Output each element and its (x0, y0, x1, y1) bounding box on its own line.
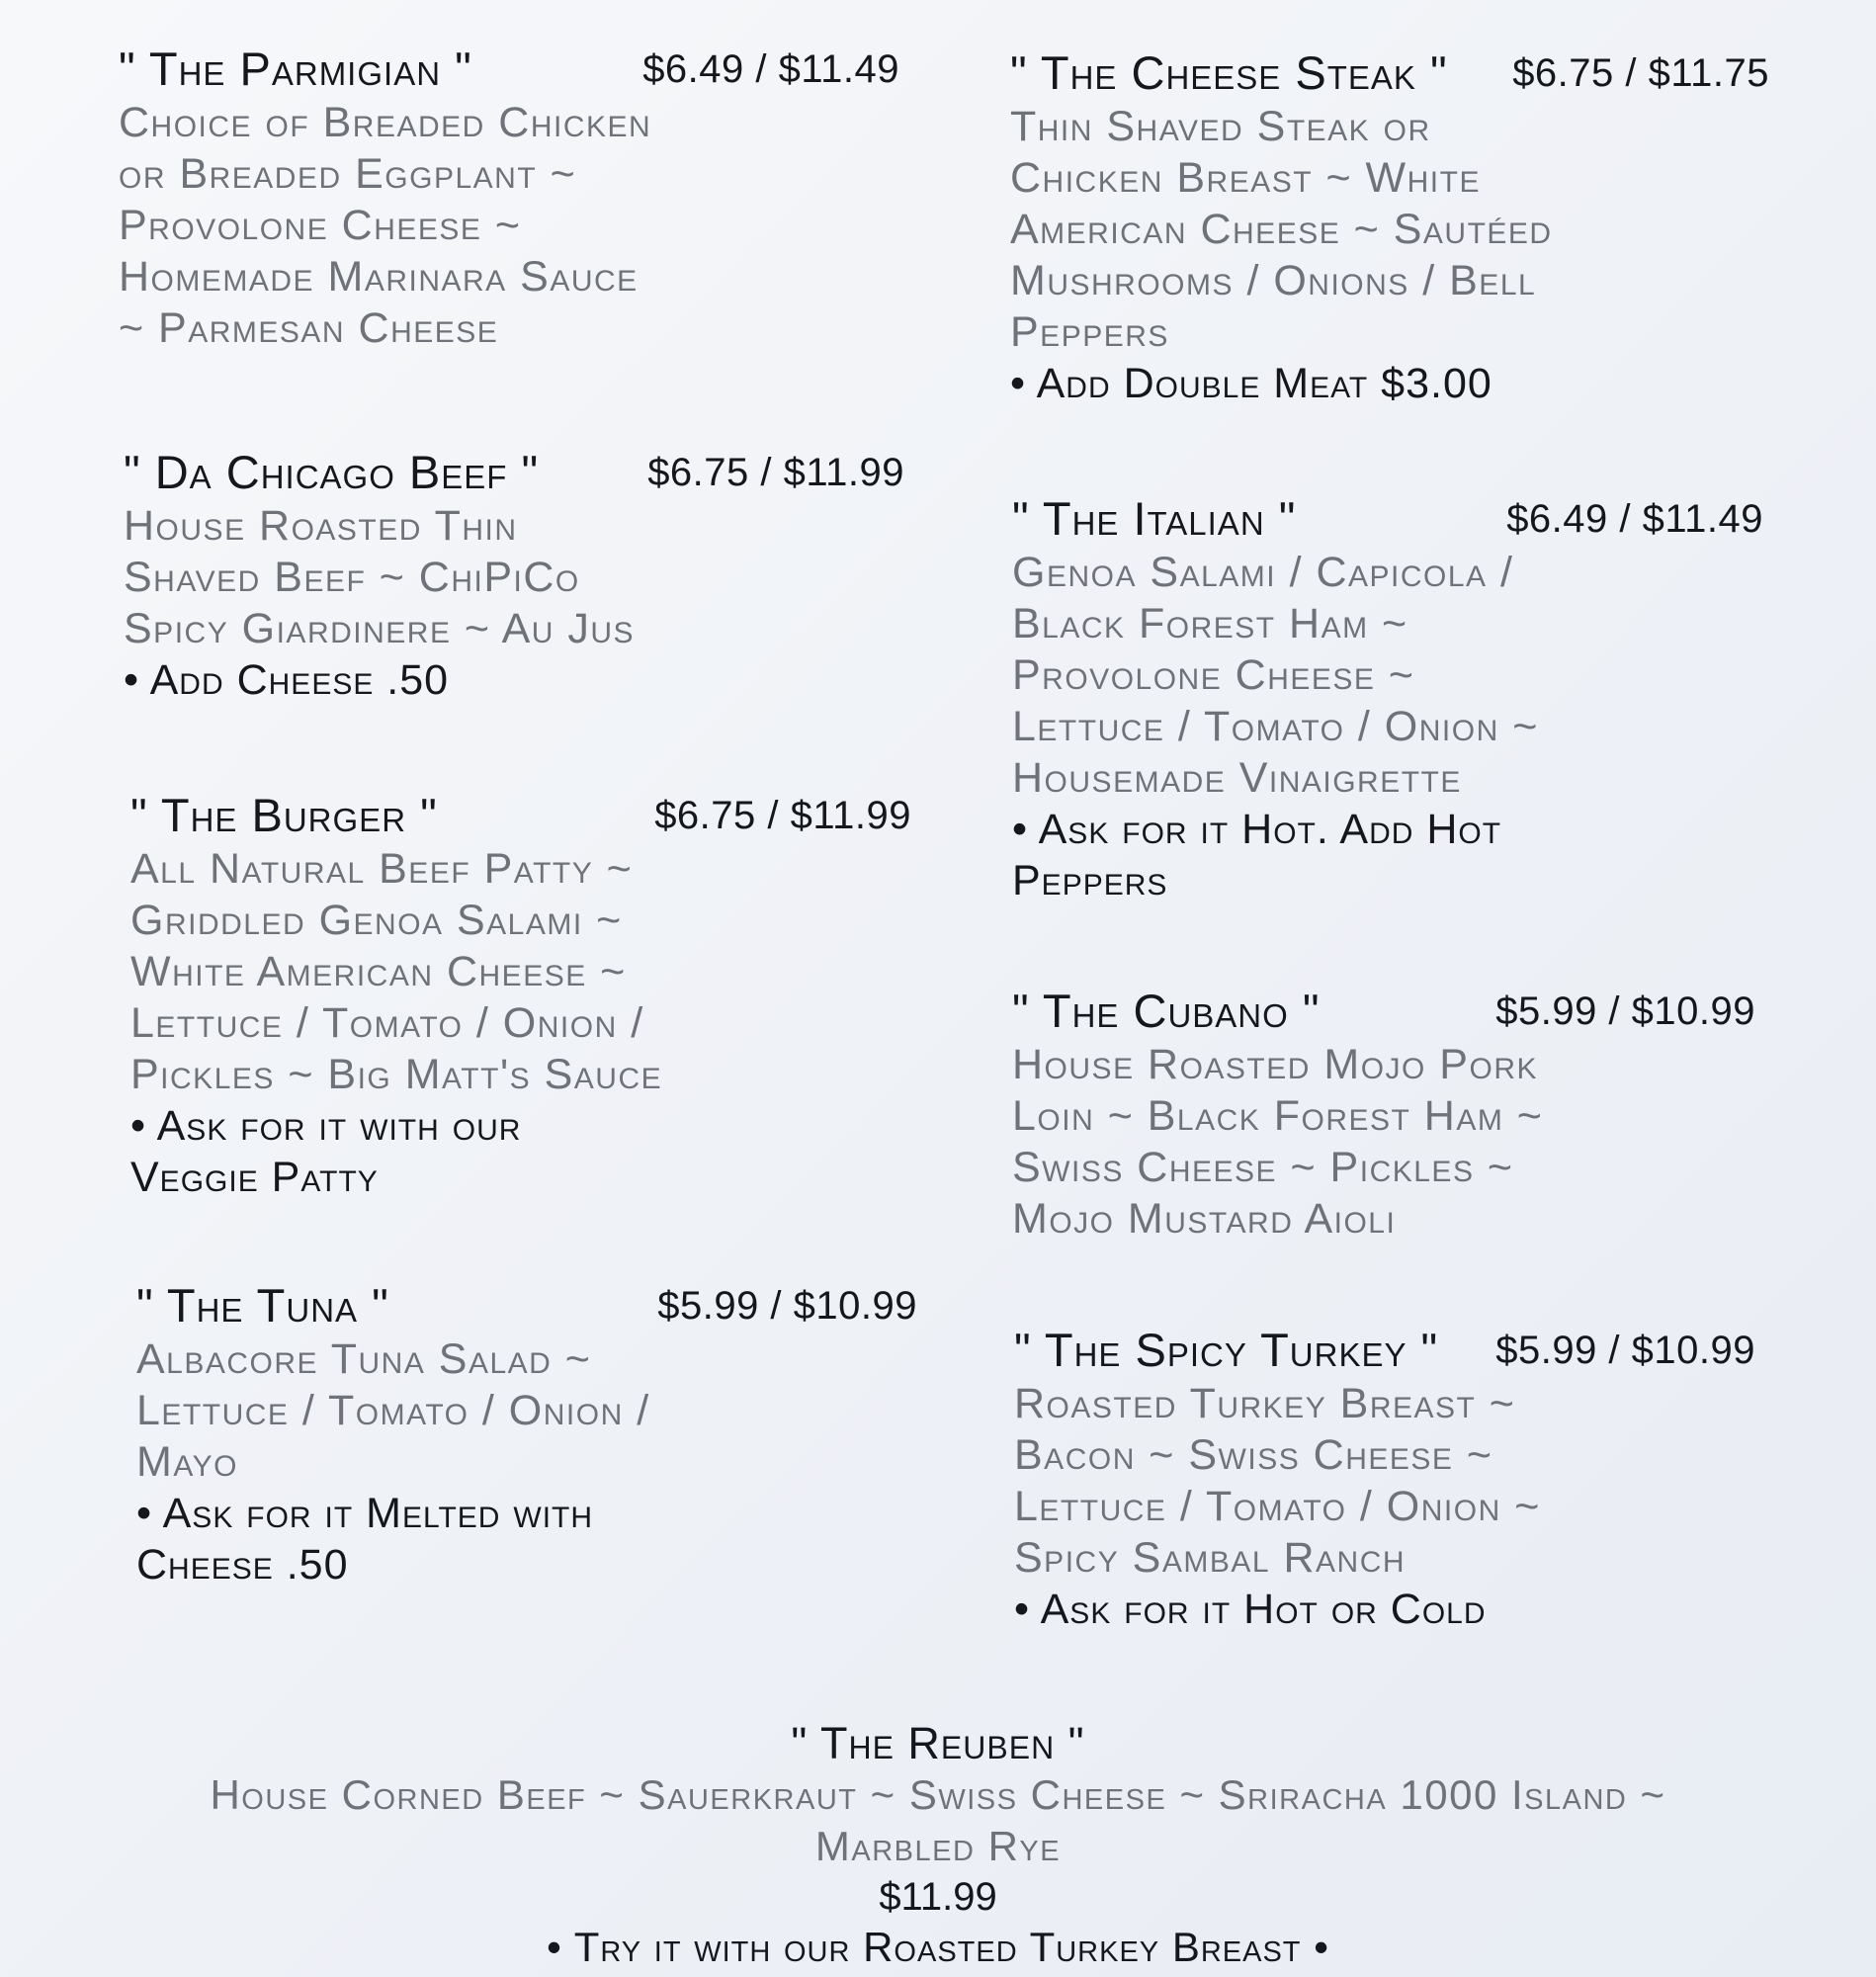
menu-item-burger (130, 788, 911, 1203)
item-price: $6.49 / $11.49 (642, 47, 899, 91)
item-description: Genoa Salami / Capicola / Black Forest Ham ~ Provolone Cheese ~ Lettuce / Tomato / Onion ~ Housemade Vinaigrette (1012, 549, 1539, 802)
item-description: Roasted Turkey Breast ~ Bacon ~ Swiss Cheese ~ Lettuce / Tomato / Onion ~ Spicy Sambal Ranch (1014, 1380, 1541, 1582)
item-note: • Add Cheese .50 (124, 656, 450, 704)
item-name: " The Burger " (130, 789, 438, 841)
item-name: " Da Chicago Beef " (124, 446, 540, 498)
item-price: $5.99 / $10.99 (1495, 1329, 1755, 1372)
item-description: House Corned Beef ~ Sauerkraut ~ Swiss Cheese ~ Sriracha 1000 Island ~ Marbled Rye (210, 1771, 1666, 1869)
item-description: House Roasted Mojo Pork Loin ~ Black Forest Ham ~ Swiss Cheese ~ Pickles ~ Mojo Mustard Aioli (1012, 1041, 1544, 1243)
item-note: • Ask for it Hot. Add Hot Peppers (1012, 806, 1502, 904)
item-price: $6.75 / $11.99 (654, 794, 911, 837)
item-price: $6.75 / $11.75 (1512, 51, 1769, 95)
item-name: " The Cubano " (1012, 985, 1321, 1037)
menu-item-spicy-turkey (1014, 1323, 1755, 1635)
item-name: " The Cheese Steak " (1010, 46, 1448, 99)
menu-item-tuna (136, 1278, 917, 1590)
item-description: Albacore Tuna Salad ~ Lettuce / Tomato / Onion / Mayo (136, 1335, 650, 1486)
item-note: • Ask for it Hot or Cold (1014, 1586, 1487, 1633)
item-name: " The Parmigian " (119, 43, 472, 95)
item-name: " The Italian " (1012, 492, 1297, 545)
item-description: Choice of Breaded Chicken or Breaded Eggplant ~ Provolone Cheese ~ Homemade Marinara Sauce ~ Parmesan Cheese (119, 99, 652, 352)
item-description: House Roasted Thin Shaved Beef ~ ChiPiCo Spicy Giardinere ~ Au Jus (124, 502, 636, 652)
item-description: Thin Shaved Steak or Chicken Breast ~ White American Cheese ~ Sautéed Mushrooms / Onions / Bell Peppers (1010, 103, 1553, 356)
menu-item-cubano (1012, 984, 1755, 1245)
item-price: $6.75 / $11.99 (647, 451, 904, 494)
menu-item-parmigian (119, 42, 899, 354)
item-name: " The Reuben " (791, 1718, 1085, 1768)
item-note: • Ask for it Melted with Cheese .50 (136, 1490, 594, 1589)
item-price: $11.99 (879, 1875, 997, 1919)
item-note: • Ask for it with our Veggie Patty (130, 1102, 522, 1201)
item-name: " The Spicy Turkey " (1014, 1324, 1439, 1376)
item-price: $5.99 / $10.99 (1495, 989, 1755, 1033)
menu-item-reuben (0, 1718, 1876, 1973)
item-description: All Natural Beef Patty ~ Griddled Genoa Salami ~ White American Cheese ~ Lettuce / Tomato / Onion / Pickles ~ Big Matt's Sauce (130, 845, 663, 1098)
item-price: $5.99 / $10.99 (657, 1284, 917, 1328)
menu-item-chicago-beef (124, 445, 904, 706)
item-note: • Try it with our Roasted Turkey Breast • (547, 1924, 1329, 1970)
menu-item-italian (1012, 491, 1763, 906)
item-price: $6.49 / $11.49 (1506, 497, 1763, 541)
menu-item-cheese-steak (1010, 45, 1769, 409)
item-name: " The Tuna " (136, 1279, 389, 1332)
item-note: • Add Double Meat $3.00 (1010, 360, 1492, 407)
